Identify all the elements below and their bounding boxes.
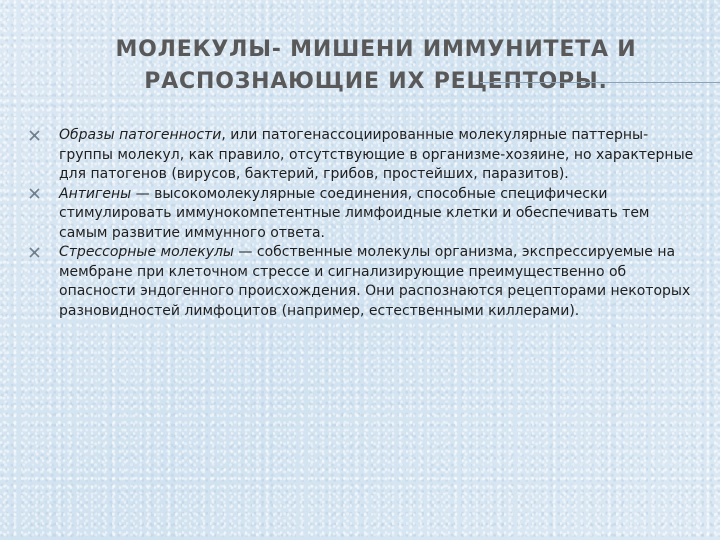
item-term: Образы патогенности [59,127,222,143]
ornate-cross-bullet-icon [28,244,40,260]
item-term: Антигены [59,185,132,202]
item-text: — собственные молекулы организма, экспрессируемые на мембране при клеточном стрессе и сигнализирующие преимущественно об опасности эндогенного происхождения. Они распознаются рецепторами некоторых разновидностей лимфоцитов (например, естественными киллерами). [59,244,691,319]
list-item [28,243,698,321]
ornate-cross-bullet-icon [28,127,40,143]
ornate-cross-bullet-icon [28,186,40,202]
item-text: — высокомолекулярные соединения, способные специфически стимулировать иммунокомпетентные лимфоидные клетки и обеспечивать тем самым развитие иммунного ответа. [59,185,650,241]
bullet-list [28,126,698,321]
item-term: Стрессорные молекулы [59,244,234,260]
list-item [28,126,698,185]
slide-title-line-2: РАСПОЗНАЮЩИЕ ИХ РЕЦЕПТОРЫ. [144,69,608,94]
slide-title-line-1: МОЛЕКУЛЫ- МИШЕНИ ИММУНИТЕТА И [115,37,637,62]
title-divider [480,82,720,83]
slide-title [60,34,692,98]
list-item [28,185,698,244]
item-text: , или патогенассоциированные молекулярные паттерны- группы молекул, как правило, отсутствующие в организме-хозяине, но характерные для патогенов (вирусов, бактерий, грибов, простейших, паразитов). [59,127,694,182]
